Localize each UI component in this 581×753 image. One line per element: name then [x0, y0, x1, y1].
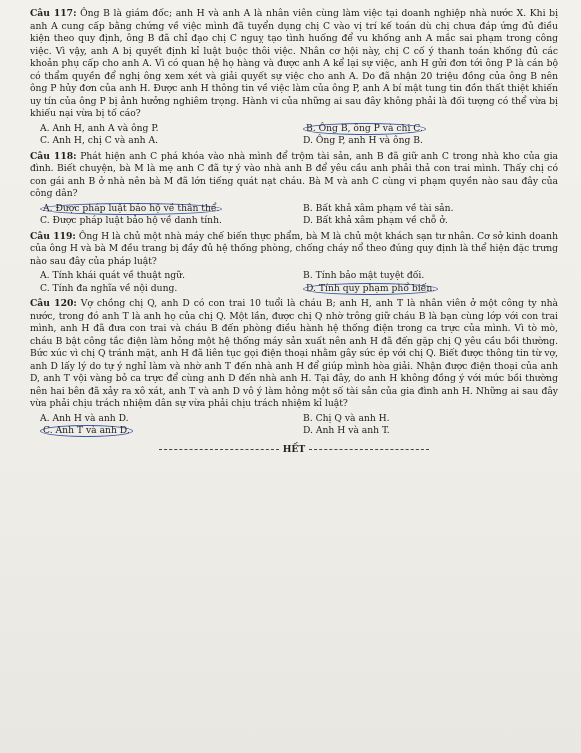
question-number: Câu 118:	[30, 150, 77, 162]
option-b: B. Tính bảo mật tuyệt đối.	[303, 270, 425, 281]
question-119	[30, 231, 558, 296]
question-117	[30, 8, 558, 148]
dashed-rule-right	[309, 449, 429, 450]
question-text: Vợ chồng chị Q, anh D có con trai 10 tuổi là cháu B; anh H, anh T là nhân viên ở một công ty nhà nước, trong đó anh T là anh họ của chị Q. Một lần, được chị Q nhờ trông giữ cháu B là bạn cùng lớp với con trai mình, anh H đã đưa con trai và cháu B đến phòng điều hành hệ thống điện trong ca trực của mình. Vì tò mò, cháu B bật công tắc điện làm hỏng một hệ thống máy sản xuất nên anh H đã đến gặp chị Q yêu cầu bồi thường. Bức xúc vì chị Q tránh mặt, anh H đã liên tục gọi điện thoại nhằm gây sức ép với chị Q. Biết được thông tin từ vợ, anh D lấy lý do tự ý nghỉ làm và nhờ anh T đến nhà anh H để giúp mình hòa giải. Nhận được điện thoại của anh D, anh T vội vàng bỏ ca trực để cùng anh D đến nhà anh H. Tại đây, do anh H không đồng ý với mức bồi thường nên hai bên đã xảy ra xô xát, anh T và anh D vô ý làm hỏng một số tài sản của gia đình anh H. Những ai sau đây vừa phải chịu trách nhiệm dân sự vừa phải chịu trách nhiệm kỉ luật?	[30, 298, 559, 409]
circled-answer-mark: D. Tính quy phạm phổ biến.	[303, 283, 438, 295]
dashed-rule-left	[159, 449, 279, 450]
option-a: A. Anh H, anh A và ông P.	[40, 122, 159, 134]
question-number: Câu 119:	[30, 230, 76, 242]
option-c: C. Tính đa nghĩa về nội dung.	[40, 282, 178, 294]
option-c: C. Được pháp luật bảo hộ về danh tính.	[40, 215, 222, 226]
question-text: Ông B là giám đốc; anh H và anh A là nhân viên cùng làm việc tại doanh nghiệp nhà nước X. Khi bị anh A cung cấp bằng chứng về việc mình đã tuyển dụng chị C vào vị trí kế toán dù chị chưa đáp ứng đủ điều kiện theo quy định, ông B đã chỉ đạo chị C nguỵ tạo tình huống để vu khống anh A mắc sai phạm trong công việc. Vì vậy, anh A bị quyết định kỉ luật buộc thôi việc. Nhân cơ hội này, chị C cố ý thanh toán khống đủ các khoản phụ cấp cho anh A. Vì có quan hệ họ hàng và được anh A kể lại sự việc, anh H gửi đơn tới ông P là cán bộ có thẩm quyền để nghị ông xem xét và giải quyết sự việc cho anh A. Do đã nhận 20 triệu đồng của ông B nên ông P hủy đơn của anh H. Được anh H thông tin về việc làm của ông P, anh A bí mật tung tin đồn thất thiệt khiến uy tín của ông P bị ảnh hưởng nghiêm trọng. Hành vi của những ai sau đây không phải là đối tượng có thể vừa bị khiếu nại vừa bị tố cáo?	[30, 8, 559, 119]
answer-options	[40, 270, 558, 295]
option-d: D. Ông P, anh H và ông B.	[303, 135, 423, 146]
end-label: HẾT	[282, 443, 306, 455]
end-of-exam	[30, 444, 558, 457]
circled-answer-mark: C. Anh T và anh D.	[40, 425, 133, 437]
question-120	[30, 298, 558, 438]
option-d: D. Anh H và anh T.	[303, 425, 390, 436]
question-118	[30, 151, 558, 228]
option-d: D. Bất khả xâm phạm về chỗ ở.	[303, 215, 448, 226]
option-a: A. Anh H và anh D.	[40, 412, 129, 424]
question-number: Câu 120:	[30, 298, 77, 309]
option-c: C. Anh H, chị C và anh A.	[40, 135, 159, 146]
circled-answer-mark: A. Được pháp luật bảo hộ về thân thể.	[40, 203, 222, 215]
option-b	[303, 123, 558, 136]
answer-options	[40, 123, 558, 148]
option-b: B. Chị Q và anh H.	[303, 412, 390, 424]
answer-options	[40, 203, 558, 228]
option-a	[40, 203, 295, 216]
circled-answer-mark: B. Ông B, ông P và chị C.	[303, 123, 426, 135]
option-c	[40, 425, 295, 438]
question-number: Câu 117:	[30, 8, 77, 19]
exam-content	[30, 8, 558, 456]
answer-options	[40, 413, 558, 438]
question-text: Ông H là chủ một nhà máy chế biến thực phẩm, bà M là chủ một khách sạn tư nhân. Cơ sở kinh doanh của ông H và bà M đều trang bị đầy đủ hệ thống phòng, chống cháy nổ theo đúng quy định là thể hiện đặc trưng nào sau đây của pháp luật?	[30, 230, 559, 267]
question-text: Phát hiện anh C phá khóa vào nhà mình để trộm tài sản, anh B đã giữ anh C trong nhà kho của gia đình. Biết chuyện, bà M là mẹ anh C đã tự ý vào nhà anh B để yêu cầu anh phải thả con trai mình. Thấy chị có con gái anh B ở nhà nên bà M đã lớn tiếng quát nạt cháu. Bà M và anh C cùng vi phạm quyền nào sau đây của công dân?	[30, 150, 558, 199]
option-a: A. Tính khái quát về thuật ngữ.	[40, 270, 186, 281]
option-b: B. Bất khả xâm phạm về tài sản.	[303, 202, 454, 214]
option-d	[303, 283, 558, 296]
